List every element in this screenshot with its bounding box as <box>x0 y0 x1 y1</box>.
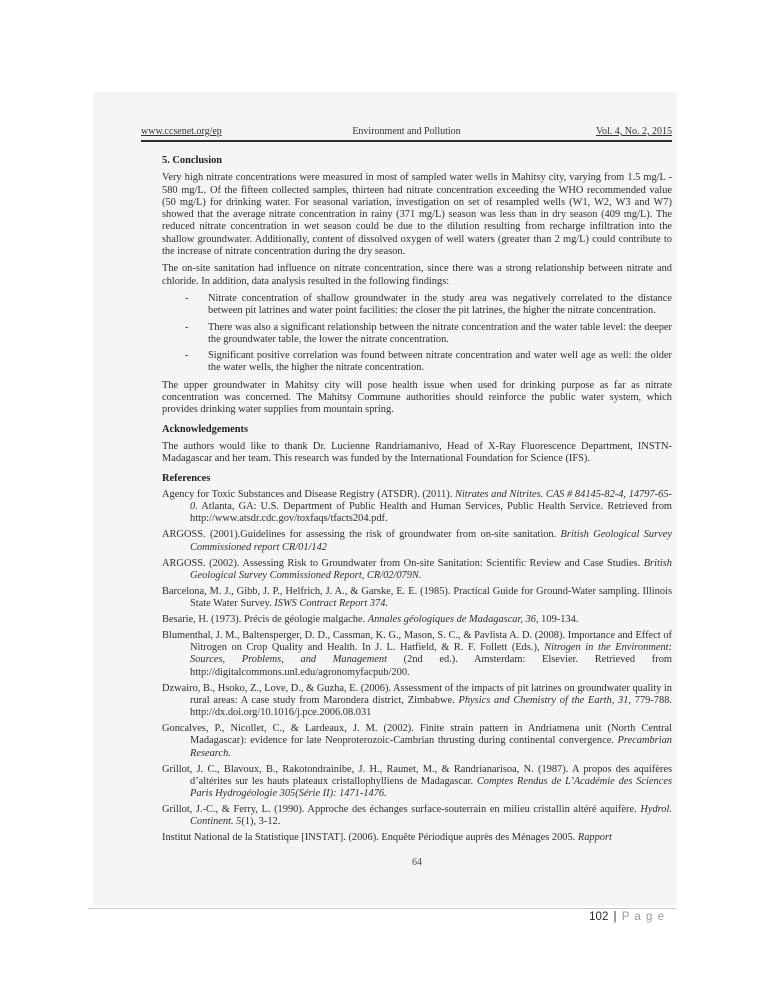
footer-rule <box>88 908 677 909</box>
reference-text-segment: Agency for Toxic Substances and Disease Registry (ATSDR). (2011). <box>162 488 455 500</box>
reference-text-segment: , 779-788. http://dx.doi.org/10.1016/j.pce.2006.08.031 <box>190 694 672 719</box>
reference-text-segment: Grillot, J. C., Blavoux, B., Rakotondrainibe, J. H., Raunet, M., & Randrianarisoa, N. (1987). A propos des aquifères d’altérites sur les hauts plateaux cristallophylliens de Madagascar. <box>162 763 672 787</box>
reference-text-segment: Institut National de la Statistique [INSTAT]. (2006). Enquête Périodique auprès des Ménages 2005. <box>162 832 578 844</box>
reference-entry <box>162 723 672 760</box>
bullet-dash: - <box>185 321 189 333</box>
reference-italic-segment: Nitrogen in the Environment: Sources, Problems, and Management <box>190 642 672 666</box>
reference-text-segment: Dzwairo, B., Hsoko, Z., Love, D., & Guzha, E. (2006). Assessment of the impacts of pit latrines on groundwater quality in rural areas: A case study from Marondera district, Zimbabwe. <box>162 682 672 706</box>
reference-entry <box>162 614 672 626</box>
header-site-url: www.ccsenet.org/ep <box>141 126 222 137</box>
finding-text: Nitrate concentration of shallow groundwater in the study area was negatively correlated to the distance between pit latrines and water point facilities: the closer the pit latrines, the higher the nitrate concentration. <box>208 292 672 317</box>
findings-list <box>162 293 672 375</box>
references-heading: References <box>162 472 211 484</box>
reference-text-segment: Blumenthal, J. M., Baltensperger, D. D., Cassman, K. G., Mason, S. C., & Pavlista A. D. (2008). Importance and Effect of Nitrogen on Crop Quality and Health. In J. L. Hatfield, & R. F. Follett (Eds.), <box>162 629 672 654</box>
reference-text-segment: Grillot, J.-C., & Ferry, L. (1990). Approche des échanges surface-souterrain en milieu cristallin altéré aquifère. <box>162 804 641 815</box>
footer-separator: | <box>613 911 617 923</box>
reference-entry <box>162 630 672 679</box>
references-list <box>162 489 672 845</box>
finding-text: Significant positive correlation was found between nitrate concentration and water well age as well: the older the water wells, the higher the nitrate concentration. <box>208 350 672 374</box>
reference-entry <box>162 764 672 801</box>
reference-entry <box>162 558 672 583</box>
conclusion-paragraph-2: The on-site sanitation had influence on nitrate concentration, since there was a strong relationship between nitrate and chloride. In addition, data analysis resulted in the following findings: <box>162 263 672 287</box>
finding-item <box>185 293 672 318</box>
scanned-paper-page <box>93 92 677 906</box>
finding-item <box>185 350 672 375</box>
reference-text-segment: Barcelona, M. J., Gibb, J. P., Helfrich, J. A., & Garske, E. E. (1985). Practical Guide for Ground-Water sampling. Illinois State Water Survey. <box>162 585 672 609</box>
reference-text-segment: ARGOSS. (2002). Assessing Risk to Groundwater from On-site Sanitation: Scientific Review and Case Studies. <box>162 557 644 569</box>
reference-entry <box>162 832 672 844</box>
reference-text-segment: (2nd ed.). Amsterdam: Elsevier. Retrieved from http://digitalcommons.unl.edu/agronomyfacpub/200. <box>190 654 672 678</box>
document-footer <box>88 911 665 923</box>
bullet-dash: - <box>185 350 189 362</box>
reference-italic-segment: ISWS Contract Report 374. <box>274 597 389 609</box>
reference-entry <box>162 683 672 720</box>
bullet-dash: - <box>185 292 189 304</box>
reference-entry <box>162 804 672 829</box>
reference-text-segment: Besarie, H. (1973). Précis de géologie malgache. <box>162 613 368 625</box>
acknowledgements-heading: Acknowledgements <box>162 423 249 435</box>
reference-text-segment: (1), 3-12. <box>241 816 281 828</box>
footer-page-label: P a g e <box>621 911 665 923</box>
reference-italic-segment: Precambrian Research. <box>190 735 672 759</box>
reference-text-segment: ARGOSS. (2001).Guidelines for assessing the risk of groundwater from on-site sanitation. <box>162 529 561 541</box>
reference-entry <box>162 529 672 554</box>
journal-header <box>141 126 672 142</box>
reference-text-segment: Goncalves, P., Nicollet, C., & Lardeaux, J. M. (2002). Finite strain pattern in Andriamena unit (North Central Madagascar): evidence for late Neoproterozoic-Cambrian thrusting during continental convergence. <box>162 723 672 747</box>
reference-italic-segment: Annales géologiques de Madagascar, 36 <box>367 613 536 625</box>
reference-italic-segment: British Geological Survey Commissioned Report, CR/02/079N. <box>190 557 672 581</box>
reference-italic-segment: Hydrol. Continent. 5 <box>190 804 672 828</box>
reference-entry <box>162 586 672 611</box>
reference-entry <box>162 489 672 526</box>
conclusion-heading: 5. Conclusion <box>162 155 223 166</box>
page-content <box>162 155 672 870</box>
reference-text-segment: Atlanta, GA: U.S. Department of Public Health and Human Services, Public Health Service. Retrieved from http://www.atsdr.cdc.gov/toxfaqs/tfacts204.pdf. <box>190 501 672 525</box>
header-volume-info: Vol. 4, No. 2, 2015 <box>596 126 672 137</box>
finding-text: There was also a significant relationship between the nitrate concentration and the water table level: the deeper the groundwater table, the lower the nitrate concentration. <box>208 321 672 345</box>
finding-item <box>185 322 672 347</box>
reference-italic-segment: British Geological Survey Commissioned report CR/01/142 <box>190 529 672 553</box>
conclusion-paragraph-1: Very high nitrate concentrations were measured in most of sampled water wells in Mahitsy city, varying from 1.5 mg/L - 580 mg/L. Of the fifteen collected samples, thirteen had nitrate concentration exceeding the WHO recommended value (50 mg/L) for drinking water. For seasonal variation, investigation on set of resampled wells (W1, W2, W3 and W7) showed that the average nitrate concentration in rainy (371 mg/L) season was less than in dry season (409 mg/L). The reduced nitrate concentration in wet season could be due to the dilution resulting from recharge infiltration into the shallow groundwater. Additionally, content of dissolved oxygen of well waters (greater than 2 mg/L) could contribute to the increase of nitrate concentration during the dry season. <box>162 172 672 258</box>
footer-page-number: 102 <box>589 911 609 923</box>
header-journal-title: Environment and Pollution <box>352 126 461 137</box>
reference-italic-segment: Nitrates and Nitrites. CAS # 84145-82-4, 14797-65-0. <box>190 488 672 513</box>
conclusion-paragraph-3: The upper groundwater in Mahitsy city will pose health issue when used for drinking purpose as far as nitrate concentration was concerned. The Mahitsy Commune authorities should reinforce the public water system, which provides drinking water supplies from mountain spring. <box>162 379 672 416</box>
reference-text-segment: , 109-134. <box>535 613 579 625</box>
reference-italic-segment: Comptes Rendus de L’Académie des Sciences Paris Hydrogéologie 305(Série II): 1471-1476. <box>190 775 672 800</box>
scan-page-number: 64 <box>412 857 422 869</box>
acknowledgements-paragraph: The authors would like to thank Dr. Lucienne Randriamanivo, Head of X-Ray Fluorescence Department, INSTN-Madagascar and her team. This research was funded by the International Foundation for Science (IFS). <box>162 440 672 465</box>
reference-italic-segment: Physics and Chemistry of the Earth, 31 <box>458 694 629 706</box>
reference-italic-segment: Rapport <box>577 832 612 844</box>
